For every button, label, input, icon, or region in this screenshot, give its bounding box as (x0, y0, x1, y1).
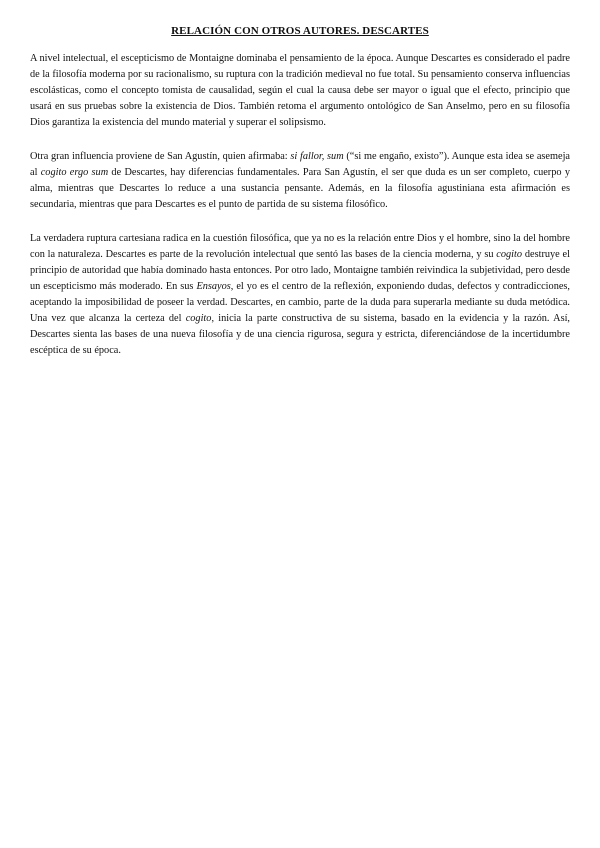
paragraph-text: de Descartes, hay diferencias fundamentales. Para San Agustín, el ser que duda es un ser completo, cuerpo y alma, mientras que Descartes lo reduce a una sustancia pensante. Además, en la filosofía agustiniana esta afirmación es secundaria, mientras que para Descartes es el punto de partida de su sistema filosófico. (30, 167, 570, 210)
paragraph-san-agustin (30, 149, 570, 213)
latin-phrase-cogito-ergo-sum: cogito ergo sum (40, 167, 109, 178)
latin-phrase-si-fallor-sum: si fallor, sum (290, 151, 344, 162)
paragraph-text: A nivel intelectual, el escepticismo de Montaigne dominaba el pensamiento de la época. Aunque Descartes es considerado el padre de la filosofía moderna por su racionalismo, su ruptura con la tradición medieval no fue total. Su pensamiento conserva influencias escolásticas, como el concepto tomista de causalidad, según el cual la causa debe ser mayor o igual que el efecto, principio que usará en sus pruebas sobre la existencia de Dios. También retoma el argumento ontológico de San Anselmo, pero en su filosofía Dios garantiza la existencia del mundo material y superar el solipsismo. (30, 53, 570, 128)
document-title: RELACIÓN CON OTROS AUTORES. DESCARTES (171, 25, 429, 37)
paragraph-text: destruye el principio de autoridad que había dominado hasta entonces. Por otro lado, Montaigne también reivindica la subjetividad, pero desde un escepticismo más moderado. En sus (30, 249, 570, 292)
paragraph-text: La verdadera ruptura cartesiana radica en la cuestión filosófica, que ya no es la relación entre Dios y el hombre, sino la del hombre con la naturaleza. Descartes es parte de la revolución intelectual que sentó las bases de la ciencia moderna, y su (30, 233, 570, 260)
paragraph-text: , el yo es el centro de la reflexión, exponiendo dudas, defectos y contradicciones, aceptando la imposibilidad de poseer la verdad. Descartes, en cambio, parte de la duda para superarla mediante su duda metódica. Una vez que alcanza la certeza del (30, 281, 570, 324)
paragraph-text: (“si me engaño, existo”). Aunque esta idea se asemeja al (30, 151, 570, 178)
term-cogito: cogito (496, 249, 523, 260)
term-cogito: cogito (185, 313, 212, 324)
paragraph-text: Otra gran influencia proviene de San Agustín, quien afirmaba: (30, 151, 291, 162)
paragraph-montaigne-escolastica (30, 51, 570, 131)
paragraph-text: , inicia la parte constructiva de su sistema, basado en la evidencia y la razón. Así, Descartes sienta las bases de una nueva filosofía y de una ciencia rigurosa, segura y estricta, diferenciándose de la incertidumbre escéptica de su época. (30, 313, 571, 356)
book-title-ensayos: Ensayos (196, 281, 231, 292)
paragraph-ruptura-cartesiana (30, 231, 570, 359)
